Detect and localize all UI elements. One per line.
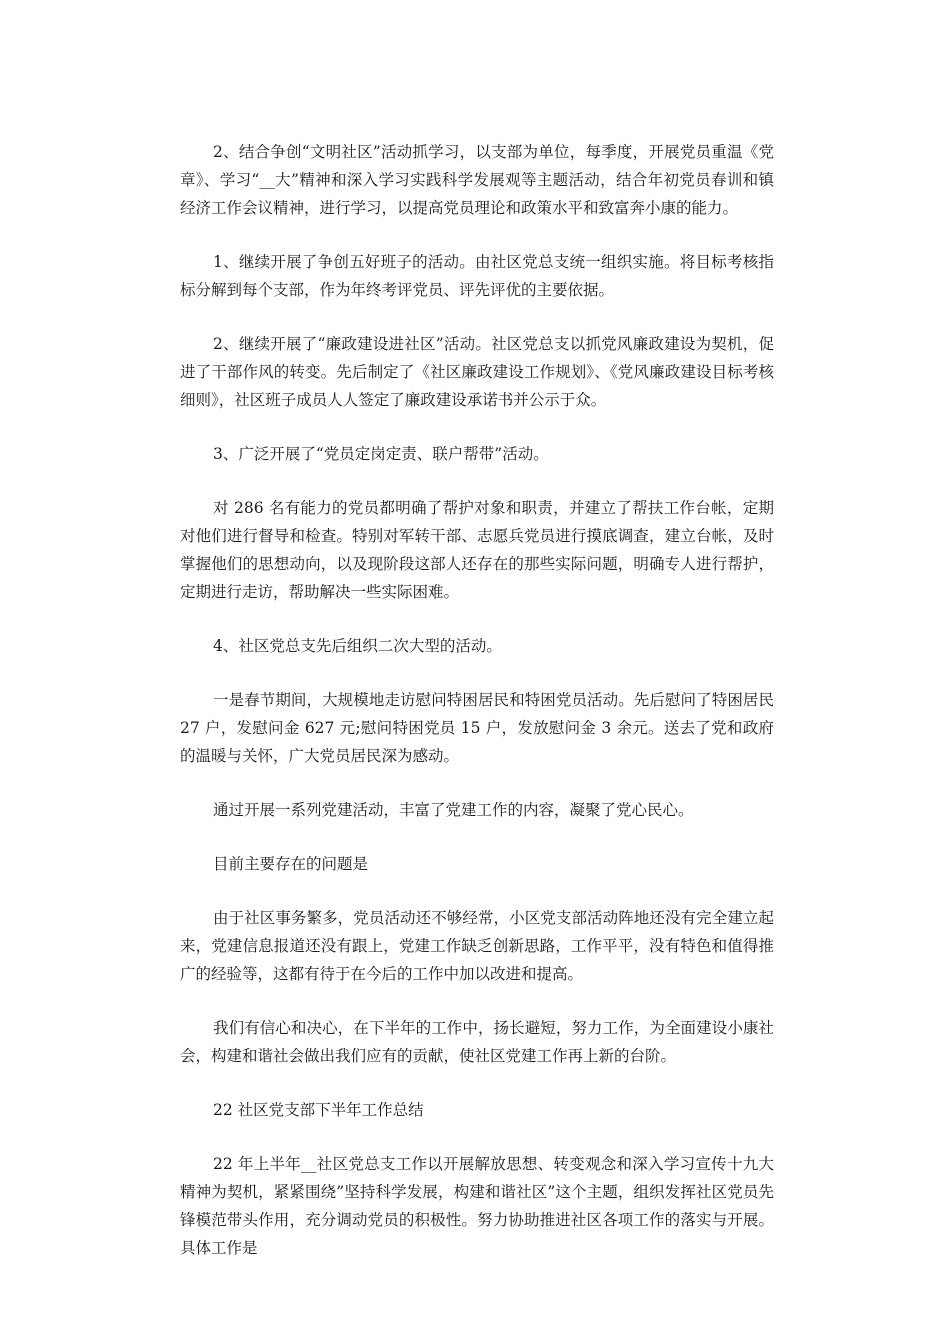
paragraph-two-activities: 4、社区党总支先后组织二次大型的活动。 xyxy=(213,637,502,655)
document-body xyxy=(180,138,774,1288)
paragraph-member-posts: 3、广泛开展了“党员定岗定责、联户帮带”活动。 xyxy=(213,445,549,463)
paragraph-problems-heading: 目前主要存在的问题是 xyxy=(213,855,369,873)
section-title: 22 社区党支部下半年工作总结 xyxy=(213,1101,424,1119)
paragraph-intro: 22 年上半年__社区党总支工作以开展解放思想、转变观念和深入学习宣传十九大精神为契机，紧紧围绕”坚持科学发展，构建和谐社区”这个主题，组织发挥社区党员先锋模范带头作用，充分调动党员的积极性。努力协助推进社区各项工作的落实与开展。具体工作是 xyxy=(180,1155,774,1257)
paragraph-assistance: 对 286 名有能力的党员都明确了帮护对象和职责，并建立了帮扶工作台帐，定期对他们进行督导和检查。特别对军转干部、志愿兵党员进行摸底调查，建立台帐，及时掌握他们的思想动向，以及现阶段这部人还存在的那些实际问题，明确专人进行帮护，定期进行走访，帮助解决一些实际困难。 xyxy=(180,499,774,601)
paragraph-confidence: 我们有信心和决心，在下半年的工作中，扬长避短，努力工作，为全面建设小康社会，构建和谐社会做出我们应有的贡献，使社区党建工作再上新的台阶。 xyxy=(180,1019,774,1065)
paragraph-study-activities: 2、结合争创“文明社区”活动抓学习，以支部为单位，每季度，开展党员重温《党章》、学习“__大”精神和深入学习实践科学发展观等主题活动，结合年初党员春训和镇经济工作会议精神，进行学习，以提高党员理论和政策水平和致富奔小康的能力。 xyxy=(180,143,774,217)
paragraph-problems: 由于社区事务繁多，党员活动还不够经常，小区党支部活动阵地还没有完全建立起来，党建信息报道还没有跟上，党建工作缺乏创新思路，工作平平，没有特色和值得推广的经验等，这都有待于在今后的工作中加以改进和提高。 xyxy=(180,909,774,983)
paragraph-spring-festival: 一是春节期间，大规模地走访慰问特困居民和特困党员活动。先后慰问了特困居民 27 户，发慰问金 627 元;慰问特困党员 15 户，发放慰问金 3 余元。送去了党和政府的温暖与关怀，广大党员居民深为感动。 xyxy=(180,691,774,765)
paragraph-clean-government: 2、继续开展了“廉政建设进社区”活动。社区党总支以抓党风廉政建设为契机，促进了干部作风的转变。先后制定了《社区廉政建设工作规划》、《党风廉政建设目标考核细则》，社区班子成员人人签定了廉政建设承诺书并公示于众。 xyxy=(180,335,774,409)
paragraph-summary: 通过开展一系列党建活动，丰富了党建工作的内容，凝聚了党心民心。 xyxy=(213,801,694,819)
paragraph-five-good-teams: 1、继续开展了争创五好班子的活动。由社区党总支统一组织实施。将目标考核指标分解到每个支部，作为年终考评党员、评先评优的主要依据。 xyxy=(180,253,774,299)
